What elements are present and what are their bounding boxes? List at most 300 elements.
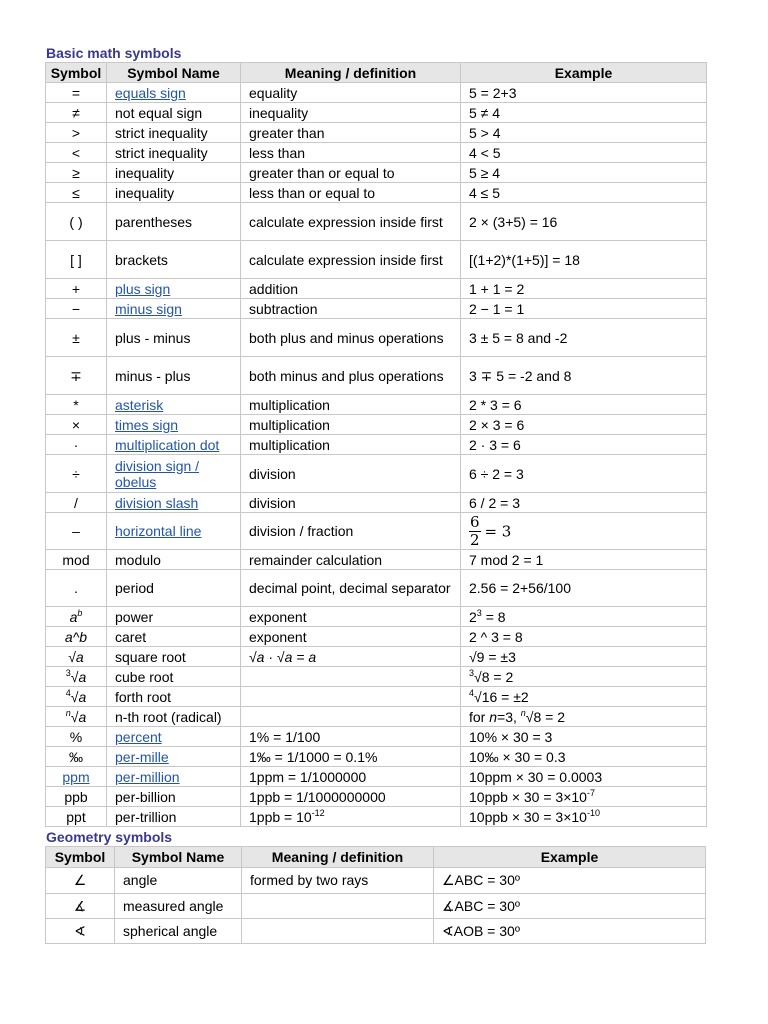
symbol-name-link[interactable]: asterisk — [115, 396, 164, 413]
example-cell — [461, 415, 707, 435]
table-row — [46, 647, 707, 667]
table-row — [46, 513, 707, 550]
example-text: √9 = ±3 — [469, 648, 516, 665]
symbol-cell — [46, 767, 107, 787]
symbol-cell — [46, 894, 115, 919]
symbol-name-link[interactable]: minus sign — [115, 300, 182, 317]
example-text: 5 ≥ 4 — [469, 164, 501, 181]
meaning-text: greater than or equal to — [249, 164, 395, 181]
symbol-cell — [46, 570, 107, 607]
symbol-name-label: square root — [115, 648, 186, 665]
table-row — [46, 919, 706, 944]
symbol-name-cell — [107, 570, 241, 607]
meaning-cell — [241, 455, 461, 493]
symbol-cell — [46, 143, 107, 163]
symbol-glyph: . — [74, 580, 78, 596]
meaning-cell — [241, 627, 461, 647]
symbol-name-link[interactable]: percent — [115, 728, 162, 745]
power-example-base: 2 — [469, 608, 477, 625]
example-cell — [461, 493, 707, 513]
power-exponent: b — [77, 607, 83, 618]
symbol-glyph: √a — [68, 648, 84, 665]
table-row — [46, 493, 707, 513]
root-symbol: √a — [70, 708, 87, 725]
symbol-name-cell — [107, 143, 241, 163]
symbol-name-cell — [107, 163, 241, 183]
table-row — [46, 415, 707, 435]
meaning-text: decimal point, decimal separator — [249, 580, 451, 596]
example-cell — [434, 868, 706, 894]
meaning-cell — [241, 707, 461, 727]
symbol-name-cell — [115, 919, 242, 944]
example-text: 7 mod 2 = 1 — [469, 551, 544, 568]
column-header-meaning: Meaning / definition — [242, 847, 434, 868]
example-cell — [461, 241, 707, 279]
table-row — [46, 395, 707, 415]
symbol-name-label: angle — [123, 872, 158, 888]
example-text: 5 > 4 — [469, 124, 501, 141]
basic-header-row — [46, 63, 707, 83]
symbol-name-cell[interactable] — [107, 395, 241, 415]
geometry-table — [45, 846, 706, 944]
meaning-text: 1ppb = 1/1000000000 — [249, 788, 386, 805]
symbol-name-cell — [107, 687, 241, 707]
symbol-cell — [46, 435, 107, 455]
example-text: 4 ≤ 5 — [469, 184, 501, 201]
example-text: 10‰ × 30 = 0.3 — [469, 748, 566, 765]
root-index: n — [520, 707, 526, 718]
meaning-text: greater than — [249, 124, 325, 141]
root-index: 4 — [65, 687, 71, 698]
symbol-name-cell — [107, 667, 241, 687]
table-row — [46, 319, 707, 357]
table-row — [46, 627, 707, 647]
root-symbol: √a — [70, 668, 87, 685]
meaning-cell — [241, 163, 461, 183]
symbol-name-cell — [107, 319, 241, 357]
symbol-name-label: measured angle — [123, 898, 224, 914]
example-text: ∢AOB = 30º — [442, 923, 520, 939]
example-text: ∡ABC = 30º — [442, 898, 520, 914]
symbol-glyph: = — [71, 84, 81, 101]
meaning-exponent: -12 — [311, 807, 325, 818]
symbol-glyph[interactable]: ppm — [62, 768, 90, 785]
root-index: 3 — [469, 667, 475, 678]
example-text: 2 × 3 = 6 — [469, 416, 525, 433]
basic-math-table — [45, 62, 707, 827]
meaning-text: multiplication — [249, 396, 330, 413]
meaning-cell — [241, 767, 461, 787]
table-row — [46, 163, 707, 183]
meaning-text: division — [249, 465, 296, 482]
symbol-glyph: ∢ — [74, 923, 86, 939]
meaning-cell — [242, 919, 434, 944]
meaning-cell — [242, 868, 434, 894]
table-row — [46, 83, 707, 103]
symbol-cell — [46, 163, 107, 183]
example-cell — [461, 667, 707, 687]
example-text: 2 − 1 = 1 — [469, 300, 525, 317]
table-row — [46, 787, 707, 807]
meaning-cell — [241, 103, 461, 123]
symbol-name-label: not equal sign — [115, 104, 203, 121]
symbol-cell — [46, 627, 107, 647]
symbol-name-link[interactable]: times sign — [115, 416, 179, 433]
power-example-result: = 8 — [481, 608, 506, 625]
symbol-cell — [46, 241, 107, 279]
symbol-name-cell[interactable] — [107, 747, 241, 767]
table-row — [46, 868, 706, 894]
example-text: 2 × (3+5) = 16 — [469, 213, 558, 230]
root-example: √8 = 2 — [525, 708, 566, 725]
meaning-text: subtraction — [249, 300, 318, 317]
symbol-glyph: ∠ — [73, 872, 87, 888]
symbol-name-label: parentheses — [115, 213, 193, 230]
symbol-glyph: − — [71, 300, 81, 317]
example-text: 10ppm × 30 = 0.0003 — [469, 768, 603, 785]
table-row — [46, 203, 707, 241]
symbol-cell — [46, 807, 107, 827]
example-cell — [461, 163, 707, 183]
symbol-glyph: ± — [72, 329, 80, 346]
table-row — [46, 550, 707, 570]
example-text: 10ppb × 30 = 3×10 — [469, 788, 587, 805]
column-header-symbol-name: Symbol Name — [107, 63, 241, 83]
root-example: √8 = 2 — [474, 668, 514, 685]
symbol-cell — [46, 727, 107, 747]
table-row — [46, 707, 707, 727]
meaning-text: both plus and minus operations — [249, 329, 444, 346]
symbol-glyph: × — [71, 416, 81, 433]
meaning-cell — [241, 607, 461, 627]
table-row — [46, 607, 707, 627]
meaning-cell — [241, 647, 461, 667]
example-cell — [461, 570, 707, 607]
symbol-name-label: forth root — [115, 688, 172, 705]
meaning-cell — [241, 319, 461, 357]
symbol-name-label: power — [115, 608, 154, 625]
symbol-glyph: > — [71, 124, 81, 141]
example-cell — [461, 83, 707, 103]
example-cell — [461, 319, 707, 357]
root-example-n: n — [489, 708, 498, 725]
example-exponent: -7 — [586, 787, 595, 798]
example-cell — [434, 894, 706, 919]
symbol-cell — [46, 550, 107, 570]
symbol-name-link[interactable]: plus sign — [115, 280, 171, 297]
symbol-cell — [46, 868, 115, 894]
symbol-name-cell — [115, 868, 242, 894]
sqrt-meaning: √a · √a = a — [249, 648, 317, 665]
symbol-glyph: * — [73, 396, 79, 413]
example-text: 2 ^ 3 = 8 — [469, 628, 523, 645]
symbol-name-link[interactable]: equals sign — [115, 84, 186, 101]
example-cell — [461, 607, 707, 627]
meaning-text: 1ppb = 10 — [249, 808, 312, 825]
symbol-cell — [46, 787, 107, 807]
meaning-cell — [241, 241, 461, 279]
table-row — [46, 747, 707, 767]
symbol-cell — [46, 919, 115, 944]
meaning-cell — [241, 183, 461, 203]
meaning-cell — [241, 83, 461, 103]
example-cell — [461, 627, 707, 647]
meaning-cell — [241, 807, 461, 827]
example-text: 2.56 = 2+56/100 — [469, 580, 571, 596]
table-row — [46, 357, 707, 395]
symbol-name-cell[interactable] — [107, 493, 241, 513]
table-row — [46, 435, 707, 455]
symbol-cell — [46, 83, 107, 103]
symbol-cell — [46, 319, 107, 357]
meaning-text: division — [249, 494, 296, 511]
symbol-cell — [46, 123, 107, 143]
symbol-glyph: / — [74, 494, 78, 511]
symbol-name-cell — [107, 241, 241, 279]
root-example-mid: =3, — [497, 708, 521, 725]
symbol-name-cell — [107, 550, 241, 570]
example-cell — [461, 727, 707, 747]
geometry-title: Geometry symbols — [46, 829, 173, 845]
meaning-text: 1‰ = 1/1000 = 0.1% — [249, 748, 378, 765]
meaning-text: multiplication — [249, 416, 330, 433]
meaning-cell — [241, 123, 461, 143]
symbol-cell — [46, 203, 107, 241]
symbol-cell — [46, 279, 107, 299]
symbol-glyph: ≥ — [72, 164, 80, 181]
table-row — [46, 299, 707, 319]
meaning-cell — [241, 203, 461, 241]
meaning-cell — [241, 727, 461, 747]
example-text: 2 · 3 = 6 — [469, 436, 521, 453]
symbol-cell — [46, 513, 107, 550]
symbol-name-cell[interactable] — [107, 455, 241, 493]
example-text: [(1+2)*(1+5)] = 18 — [469, 251, 580, 268]
symbol-glyph: ≠ — [72, 104, 80, 121]
example-cell — [461, 687, 707, 707]
column-header-symbol: Symbol — [46, 63, 107, 83]
symbol-glyph: ∓ — [70, 367, 82, 384]
symbol-name-label: inequality — [115, 164, 175, 181]
example-exponent: -10 — [586, 807, 600, 818]
example-text: ∠ABC = 30º — [442, 872, 520, 888]
meaning-text: less than — [249, 144, 306, 161]
table-row — [46, 767, 707, 787]
symbol-glyph: ∡ — [73, 898, 87, 914]
example-cell — [461, 143, 707, 163]
symbol-cell — [46, 493, 107, 513]
example-cell — [461, 550, 707, 570]
example-cell — [461, 123, 707, 143]
example-text: 6 / 2 = 3 — [469, 494, 520, 511]
meaning-cell — [241, 493, 461, 513]
symbol-name-label: per-billion — [115, 788, 176, 805]
symbol-cell — [46, 707, 107, 727]
symbol-glyph: ÷ — [72, 465, 80, 482]
root-index: n — [65, 707, 71, 718]
symbol-cell — [46, 455, 107, 493]
meaning-cell — [241, 395, 461, 415]
meaning-text: division / fraction — [249, 523, 354, 539]
meaning-cell — [241, 787, 461, 807]
symbol-glyph: + — [71, 280, 81, 297]
symbol-name-label: minus - plus — [115, 367, 191, 384]
meaning-text: calculate expression inside first — [249, 251, 443, 268]
symbol-name-cell — [107, 203, 241, 241]
meaning-text: remainder calculation — [249, 551, 383, 568]
symbol-cell — [46, 357, 107, 395]
column-header-example: Example — [461, 63, 707, 83]
column-header-example: Example — [434, 847, 706, 868]
example-text: 3 ∓ 5 = -2 and 8 — [469, 367, 572, 384]
root-example: √16 = ±2 — [474, 688, 529, 705]
symbol-name-link[interactable]: multiplication dot — [115, 436, 220, 453]
column-header-symbol: Symbol — [46, 847, 115, 868]
meaning-cell — [241, 279, 461, 299]
example-cell — [461, 787, 707, 807]
meaning-cell — [241, 435, 461, 455]
meaning-text: formed by two rays — [250, 872, 369, 888]
symbol-cell — [46, 415, 107, 435]
symbol-glyph: % — [69, 728, 83, 745]
example-cell — [461, 279, 707, 299]
fraction-result: = 3 — [484, 522, 512, 540]
example-text: 4 < 5 — [469, 144, 501, 161]
symbol-name-link[interactable]: per-mille — [115, 748, 169, 765]
meaning-cell — [241, 570, 461, 607]
root-index: 4 — [469, 687, 475, 698]
table-row — [46, 807, 707, 827]
symbol-glyph: ppb — [64, 788, 88, 805]
power-example-exponent: 3 — [476, 607, 482, 618]
example-text: 1 + 1 = 2 — [469, 280, 525, 297]
symbol-cell — [46, 103, 107, 123]
table-row — [46, 143, 707, 163]
symbol-name-cell[interactable] — [107, 83, 241, 103]
meaning-text: exponent — [249, 608, 307, 625]
column-header-symbol-name: Symbol Name — [115, 847, 242, 868]
symbol-name-label: strict inequality — [115, 144, 208, 161]
table-row — [46, 103, 707, 123]
symbol-name-cell — [107, 647, 241, 667]
example-cell — [434, 919, 706, 944]
symbol-glyph: · — [73, 436, 79, 453]
example-cell — [461, 183, 707, 203]
meaning-text: multiplication — [249, 436, 330, 453]
symbol-cell — [46, 183, 107, 203]
table-row — [46, 894, 706, 919]
table-row — [46, 123, 707, 143]
symbol-name-label: modulo — [115, 551, 161, 568]
table-row — [46, 455, 707, 493]
meaning-text: less than or equal to — [249, 184, 376, 201]
symbol-name-cell[interactable] — [107, 513, 241, 550]
table-row — [46, 687, 707, 707]
example-cell — [461, 747, 707, 767]
symbol-name-cell — [107, 103, 241, 123]
symbol-name-cell[interactable] — [107, 727, 241, 747]
symbol-glyph: ( ) — [69, 213, 83, 230]
symbol-name-cell — [107, 123, 241, 143]
symbol-cell — [46, 647, 107, 667]
symbol-glyph: ppt — [66, 808, 86, 825]
example-cell — [461, 299, 707, 319]
example-cell — [461, 767, 707, 787]
meaning-cell — [241, 550, 461, 570]
symbol-name-cell — [115, 894, 242, 919]
fraction — [469, 514, 481, 549]
symbol-cell — [46, 687, 107, 707]
example-text: 6 ÷ 2 = 3 — [469, 465, 524, 482]
example-cell — [461, 357, 707, 395]
symbol-glyph: a^b — [64, 628, 88, 645]
symbol-name-cell[interactable] — [107, 767, 241, 787]
example-cell — [461, 435, 707, 455]
symbol-name-label: per-trillion — [115, 808, 177, 825]
example-text: 10% × 30 = 3 — [469, 728, 553, 745]
fraction-denominator: 2 — [470, 530, 480, 549]
meaning-text: 1ppm = 1/1000000 — [249, 768, 367, 785]
meaning-cell — [241, 747, 461, 767]
geometry-header-row — [46, 847, 706, 868]
example-text: 5 ≠ 4 — [469, 104, 501, 121]
symbol-glyph: ≤ — [72, 184, 80, 201]
root-index: 3 — [65, 667, 71, 678]
meaning-cell — [241, 667, 461, 687]
root-example-prefix: for — [469, 708, 490, 725]
meaning-cell — [242, 894, 434, 919]
meaning-text: inequality — [249, 104, 309, 121]
meaning-text: 1% = 1/100 — [249, 728, 321, 745]
meaning-cell — [241, 415, 461, 435]
symbol-name-cell — [107, 807, 241, 827]
root-symbol: √a — [70, 688, 87, 705]
symbol-name-label: inequality — [115, 184, 175, 201]
symbol-glyph: – — [72, 523, 80, 539]
symbol-name-cell — [107, 627, 241, 647]
symbol-name-cell[interactable] — [107, 279, 241, 299]
symbol-name-label: plus - minus — [115, 329, 191, 346]
symbol-name-cell[interactable] — [107, 299, 241, 319]
meaning-cell — [241, 357, 461, 395]
power-base: a — [69, 608, 78, 625]
example-cell — [461, 455, 707, 493]
symbol-cell — [46, 747, 107, 767]
symbol-name-cell — [107, 607, 241, 627]
symbol-name-label: strict inequality — [115, 124, 208, 141]
symbol-name-link[interactable]: division slash — [115, 494, 199, 511]
symbol-name-cell — [107, 357, 241, 395]
symbol-name-link[interactable]: division sign / obelus — [115, 457, 200, 490]
example-cell — [461, 203, 707, 241]
symbol-name-label: caret — [115, 628, 147, 645]
symbol-name-link[interactable]: per-million — [115, 768, 180, 785]
symbol-name-link[interactable]: horizontal line — [115, 523, 202, 539]
symbol-cell — [46, 395, 107, 415]
example-text: 10ppb × 30 = 3×10 — [469, 808, 587, 825]
symbol-name-cell[interactable] — [107, 415, 241, 435]
symbol-name-cell[interactable] — [107, 435, 241, 455]
example-cell — [461, 807, 707, 827]
symbol-name-label: spherical angle — [123, 923, 218, 939]
symbol-cell — [46, 299, 107, 319]
table-row — [46, 570, 707, 607]
table-row — [46, 727, 707, 747]
example-text: 3 ± 5 = 8 and -2 — [469, 329, 568, 346]
example-cell — [461, 707, 707, 727]
symbol-name-label: cube root — [115, 668, 174, 685]
symbol-glyph: < — [71, 144, 81, 161]
